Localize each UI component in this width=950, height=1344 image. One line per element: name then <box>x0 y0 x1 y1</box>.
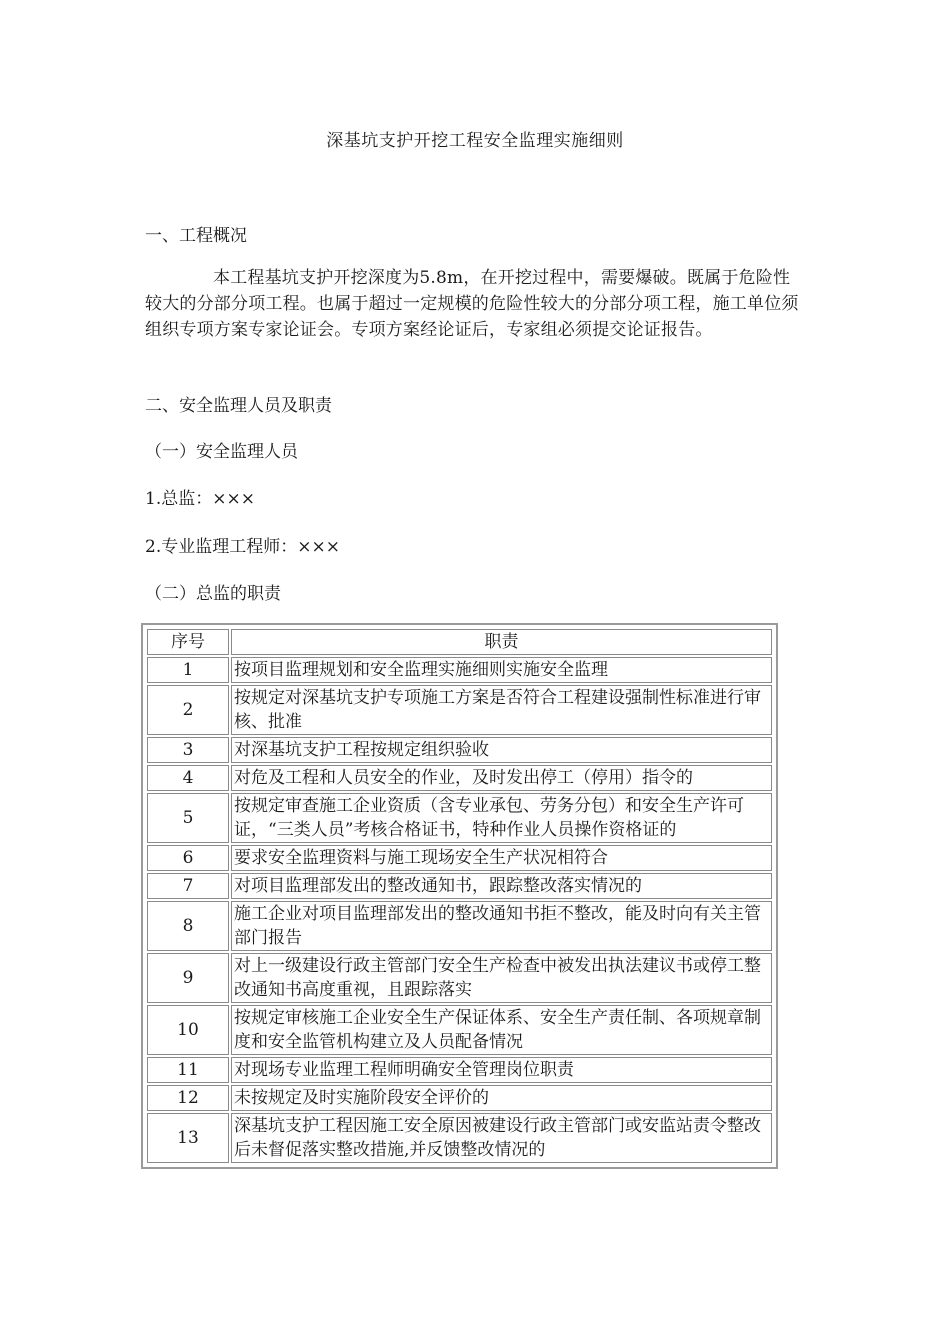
chief-supervisor-line: 1.总监：××× <box>145 489 255 509</box>
row-duty: 深基坑支护工程因施工安全原因被建设行政主管部门或安监站责令整改后未督促落实整改措施,并反馈整改情况的 <box>231 1113 772 1163</box>
row-number: 10 <box>147 1005 229 1055</box>
header-number: 序号 <box>147 629 229 655</box>
table-row <box>147 657 772 683</box>
table-row <box>147 873 772 899</box>
row-number: 12 <box>147 1085 229 1111</box>
row-duty: 要求安全监理资料与施工现场安全生产状况相符合 <box>231 845 772 871</box>
row-duty: 施工企业对项目监理部发出的整改通知书拒不整改，能及时向有关主管部门报告 <box>231 901 772 951</box>
row-number: 2 <box>147 685 229 735</box>
row-duty: 按规定对深基坑支护专项施工方案是否符合工程建设强制性标准进行审核、批准 <box>231 685 772 735</box>
section-1-heading: 一、工程概况 <box>145 226 247 246</box>
row-number: 8 <box>147 901 229 951</box>
row-number: 3 <box>147 737 229 763</box>
document-title: 深基坑支护开挖工程安全监理实施细则 <box>326 131 624 151</box>
duties-table <box>145 627 774 1165</box>
table-body <box>147 657 772 1163</box>
table-row <box>147 1057 772 1083</box>
row-duty: 按规定审核施工企业安全生产保证体系、安全生产责任制、各项规章制度和安全监管机构建立及人员配备情况 <box>231 1005 772 1055</box>
row-number: 5 <box>147 793 229 843</box>
row-duty: 对深基坑支护工程按规定组织验收 <box>231 737 772 763</box>
row-number: 6 <box>147 845 229 871</box>
header-duty: 职责 <box>231 629 772 655</box>
row-duty: 按规定审查施工企业资质（含专业承包、劳务分包）和安全生产许可证，“三类人员”考核合格证书，特种作业人员操作资格证的 <box>231 793 772 843</box>
row-duty: 未按规定及时实施阶段安全评价的 <box>231 1085 772 1111</box>
table-row <box>147 1085 772 1111</box>
table-row <box>147 765 772 791</box>
row-number: 11 <box>147 1057 229 1083</box>
subsection-duties: （二）总监的职责 <box>145 584 281 604</box>
table-row <box>147 953 772 1003</box>
row-number: 7 <box>147 873 229 899</box>
row-duty: 对项目监理部发出的整改通知书，跟踪整改落实情况的 <box>231 873 772 899</box>
row-duty: 对危及工程和人员安全的作业，及时发出停工（停用）指令的 <box>231 765 772 791</box>
section-2-heading: 二、安全监理人员及职责 <box>145 396 332 416</box>
duties-table-frame <box>141 623 778 1169</box>
table-row <box>147 685 772 735</box>
engineer-line: 2.专业监理工程师：××× <box>145 537 340 557</box>
table-row <box>147 793 772 843</box>
row-number: 9 <box>147 953 229 1003</box>
row-duty: 对现场专业监理工程师明确安全管理岗位职责 <box>231 1057 772 1083</box>
table-row <box>147 901 772 951</box>
row-duty: 按项目监理规划和安全监理实施细则实施安全监理 <box>231 657 772 683</box>
table-row <box>147 1005 772 1055</box>
row-duty: 对上一级建设行政主管部门安全生产检查中被发出执法建议书或停工整改通知书高度重视，且跟踪落实 <box>231 953 772 1003</box>
row-number: 13 <box>147 1113 229 1163</box>
table-row <box>147 737 772 763</box>
project-overview-paragraph: 本工程基坑支护开挖深度为5.8m，在开挖过程中，需要爆破。既属于危险性较大的分部分项工程。也属于超过一定规模的危险性较大的分部分项工程，施工单位须组织专项方案专家论证会。专项方案经论证后，专家组必须提交论证报告。 <box>145 268 799 340</box>
table-header-row <box>147 629 772 655</box>
subsection-personnel: （一）安全监理人员 <box>145 442 298 462</box>
row-number: 1 <box>147 657 229 683</box>
row-number: 4 <box>147 765 229 791</box>
table-row <box>147 845 772 871</box>
table-row <box>147 1113 772 1163</box>
